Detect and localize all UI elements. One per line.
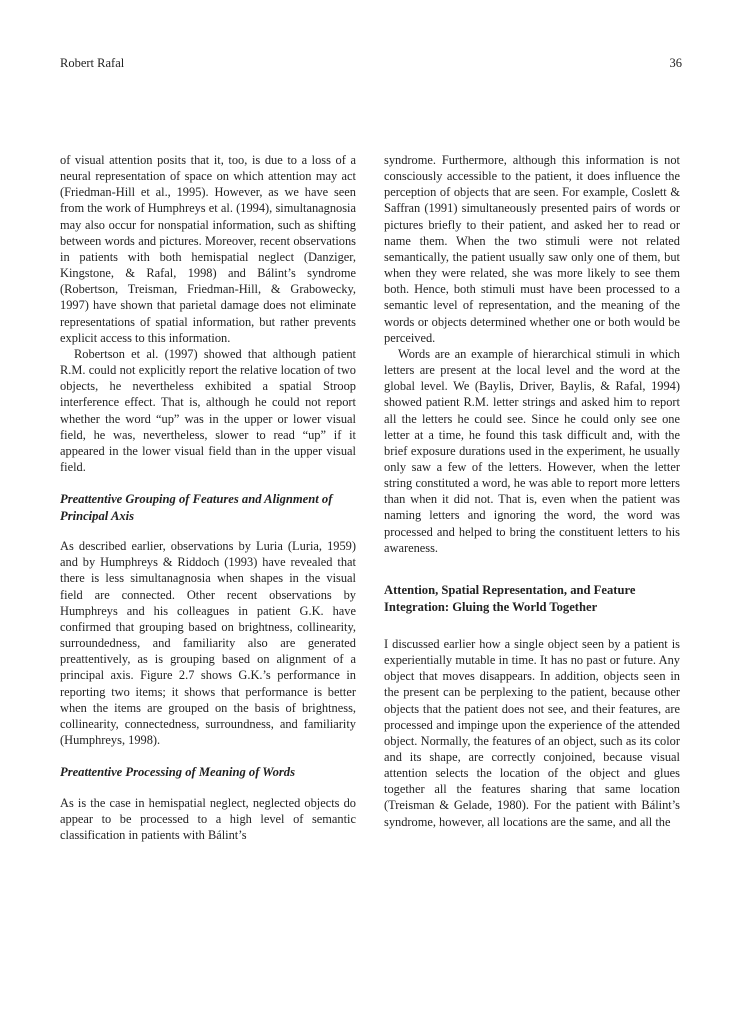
- running-header-author: Robert Rafal: [60, 56, 125, 70]
- section-heading: Preattentive Grouping of Features and Alignment of Principal Axis: [60, 492, 333, 523]
- paragraph: Robertson et al. (1997) showed that although patient R.M. could not explicitly report the relative location of two objects, he nevertheless exhibited a spatial Stroop interference effect. That is, although he could not report whether the word “up” was in the upper or lower visual field, he was, nevertheless, slower to read “up” if it appeared in the lower visual field than in the upper visual field.: [60, 346, 356, 474]
- paragraph: Words are an example of hierarchical stimuli in which letters are present at the local level and the word at the global level. We (Baylis, Driver, Baylis, & Rafal, 1994) showed patient R.M. letter strings and asked him to report all the letters he could see. Since he could only see one letter at a time, he found this task difficult and, with the brief exposure durations used in the experiment, he usually only saw a few of the letters. However, when the letter string constituted a word, he was able to report more letters than when it did not. That is, even when the patient was naming letters and ignoring the word, the word was processed and helped to bring the constituent letters to his awareness.: [384, 346, 680, 555]
- paragraph: I discussed earlier how a single object seen by a patient is experientially mutable in time. It has no past or future. Any object that moves disappears. In addition, objects seen in the present can be perplexing to the patient, because other objects that the patient does not see, and their features, are processed and impinge upon the experience of the attended object. Normally, the features of an object, such as its color and its shape, are correctly conjoined, because visual attention selects the location of the object and glues together all the features sharing that same location (Treisman & Gelade, 1980). For the patient with Bálint’s syndrome, however, all locations are the same, and all the: [384, 636, 680, 829]
- section-heading: Preattentive Processing of Meaning of Words: [60, 765, 295, 780]
- paragraph: As described earlier, observations by Luria (Luria, 1959) and by Humphreys & Riddoch (1993) have revealed that there is less simultanagnosia when shapes in the visual field are connected. Other recent observations by Humphreys and his colleagues in patient G.K. have confirmed that grouping based on brightness, collinearity, surroundedness, and familiarity also are generated preattentively, as is grouping based on alignment of a principal axis. Figure 2.7 shows G.K.’s performance in reporting two items; it shows that performance is better when the items are grouped on the basis of brightness, collinearity, connectedness, surroundness, and familiarity (Humphreys, 1998).: [60, 539, 356, 747]
- section-heading: Attention, Spatial Representation, and Feature Integration: Gluing the World Together: [384, 582, 636, 614]
- paragraph: of visual attention posits that it, too, is due to a loss of a neural representation of space on which attention may act (Friedman-Hill et al., 1995). However, as we have seen from the work of Humphreys et al. (1994), simultanagnosia may also occur for nonspatial information, such as shifting between words and pictures. Moreover, recent observations in patients with both hemispatial neglect (Danziger, Kingstone, & Rafal, 1998) and Bálint’s syndrome (Robertson, Treisman, Friedman-Hill, & Grabowecky, 1997) have shown that parietal damage does not eliminate representations of spatial information, but rather prevents explicit access to this information.: [60, 153, 356, 345]
- right-column: [384, 152, 680, 830]
- paragraph: syndrome. Furthermore, although this information is not consciously accessible to the patient, it does influence the perception of objects that are seen. For example, Coslett & Saffran (1991) simultaneously presented pairs of words or pictures briefly to their patient, and asked her to read or name them. When the two stimuli were not related semantically, the patient usually saw only one of them, but when they were related, she was more likely to see them both. Hence, both stimuli must have been processed to a semantic level of representation, and the meaning of the words or objects determined whether one or both would be perceived.: [384, 153, 680, 345]
- page-number: 36: [669, 56, 682, 70]
- left-column: [60, 152, 356, 843]
- paragraph: As is the case in hemispatial neglect, neglected objects do appear to be processed to a high level of semantic classification in patients with Bálint’s: [60, 795, 356, 842]
